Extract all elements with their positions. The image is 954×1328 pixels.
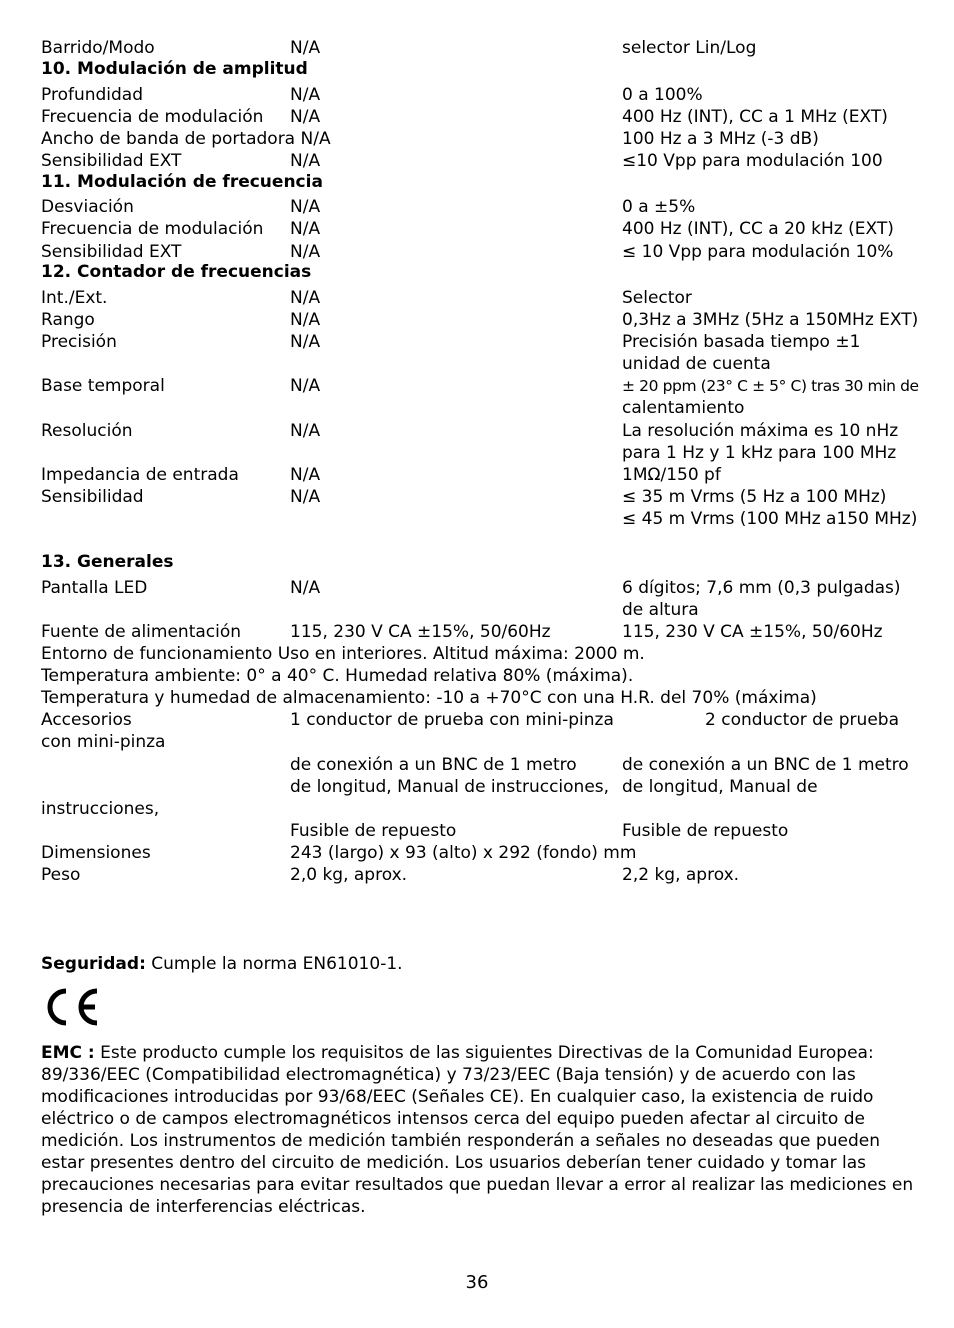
- spec-label: Sensibilidad: [41, 487, 144, 507]
- spec-value-model-b: 400 Hz (INT), CC a 20 kHz (EXT): [622, 219, 894, 239]
- spec-label: Profundidad: [41, 85, 144, 105]
- spec-value-model-a: N/A: [290, 38, 321, 58]
- spec-value-model-a: N/A: [290, 85, 321, 105]
- spec-value-model-a: de longitud, Manual de instrucciones,: [290, 777, 610, 797]
- spec-value-model-b: 0 a 100%: [622, 85, 703, 105]
- spec-value-model-b: de longitud, Manual de: [622, 777, 818, 797]
- spec-value-model-a: N/A: [290, 376, 321, 396]
- spec-label: Ancho de banda de portadora N/A: [41, 129, 331, 149]
- spec-value-model-b: ± 20 ppm (23° C ± 5° C) tras 30 min de: [622, 377, 919, 395]
- spec-value-model-a: N/A: [290, 332, 321, 352]
- spec-full-line: Temperatura ambiente: 0° a 40° C. Humedad relativa 80% (máxima).: [41, 666, 634, 686]
- spec-value-model-b: La resolución máxima es 10 nHz: [622, 421, 899, 441]
- spec-value-model-b: 1MΩ/150 pf: [622, 465, 721, 485]
- spec-value-model-b: 2 conductor de prueba: [705, 710, 899, 730]
- spec-value-model-b: Selector: [622, 288, 692, 308]
- spec-value-model-a: N/A: [290, 421, 321, 441]
- spec-value-model-a: N/A: [290, 578, 321, 598]
- spec-value-model-a: 243 (largo) x 93 (alto) x 292 (fondo) mm: [290, 843, 637, 863]
- spec-label: Base temporal: [41, 376, 165, 396]
- spec-value-model-a: N/A: [290, 151, 321, 171]
- spec-value-model-b: 6 dígitos; 7,6 mm (0,3 pulgadas): [622, 578, 901, 598]
- spec-label: instrucciones,: [41, 799, 160, 819]
- spec-label: Frecuencia de modulación: [41, 107, 264, 127]
- spec-value-model-b: 0,3Hz a 3MHz (5Hz a 150MHz EXT): [622, 310, 919, 330]
- section-heading: 11. Modulación de frecuencia: [41, 172, 323, 192]
- spec-value-model-b: calentamiento: [622, 398, 745, 418]
- section-heading: 12. Contador de frecuencias: [41, 262, 312, 282]
- safety-label: Seguridad:: [41, 954, 146, 974]
- spec-value-model-a: N/A: [290, 197, 321, 217]
- spec-value-model-b: selector Lin/Log: [622, 38, 757, 58]
- emc-text: Este producto cumple los requisitos de las siguientes Directivas de la Comunidad Europea: 89/336/EEC (Compatibilidad electromagnética) y 73/23/EEC (Baja tensión) y de acuerdo con las modificaciones introducidas por 93/68/EEC (Señales CE). En cualquier caso, la existencia de ruido eléctrico o de campos electromagnéticos intensos cerca del equipo pueden afectar al circuito de medición. Los instrumentos de medición también responderán a señales no deseadas que pueden estar presentes dentro del circuito de medición. Los usuarios deberían tener cuidado y tomar las precauciones necesarias para evitar resultados que puedan llevar a error al realizar las mediciones en presencia de interferencias eléctricas.: [41, 1043, 914, 1217]
- spec-value-model-a: N/A: [290, 107, 321, 127]
- spec-value-model-b: 2,2 kg, aprox.: [622, 865, 740, 885]
- ce-mark-icon: [41, 985, 103, 1029]
- spec-value-model-b: de altura: [622, 600, 699, 620]
- page-number: 36: [465, 1272, 489, 1293]
- emc-label: EMC :: [41, 1043, 95, 1063]
- spec-value-model-b: ≤ 45 m Vrms (100 MHz a150 MHz): [622, 509, 918, 529]
- spec-label: Barrido/Modo: [41, 38, 155, 58]
- spec-value-model-b: ≤ 10 Vpp para modulación 10%: [622, 242, 894, 262]
- safety-text: Cumple la norma EN61010-1.: [145, 954, 403, 974]
- spec-full-line: Temperatura y humedad de almacenamiento: -10 a +70°C con una H.R. del 70% (máxima): [41, 688, 817, 708]
- spec-value-model-a: 1 conductor de prueba con mini-pinza: [290, 710, 614, 730]
- section-heading: 10. Modulación de amplitud: [41, 59, 308, 79]
- spec-value-model-b: 100 Hz a 3 MHz (-3 dB): [622, 129, 819, 149]
- spec-label: Accesorios: [41, 710, 132, 730]
- spec-label: Sensibilidad EXT: [41, 151, 182, 171]
- spec-label: Peso: [41, 865, 81, 885]
- spec-value-model-b: Precisión basada tiempo ±1: [622, 332, 861, 352]
- spec-value-model-a: N/A: [290, 288, 321, 308]
- spec-value-model-a: N/A: [290, 465, 321, 485]
- emc-paragraph: [41, 1042, 921, 1218]
- spec-label: Fuente de alimentación: [41, 622, 242, 642]
- spec-value-model-b: ≤ 35 m Vrms (5 Hz a 100 MHz): [622, 487, 887, 507]
- spec-value-model-b: unidad de cuenta: [622, 354, 771, 374]
- spec-value-model-b: 115, 230 V CA ±15%, 50/60Hz: [622, 622, 883, 642]
- spec-label: Dimensiones: [41, 843, 151, 863]
- spec-label: Pantalla LED: [41, 578, 148, 598]
- spec-value-model-b: para 1 Hz y 1 kHz para 100 MHz: [622, 443, 897, 463]
- spec-value-model-b: ≤10 Vpp para modulación 100: [622, 151, 883, 171]
- spec-label: Int./Ext.: [41, 288, 108, 308]
- spec-value-model-b: Fusible de repuesto: [622, 821, 789, 841]
- section-heading: 13. Generales: [41, 552, 174, 572]
- spec-value-model-b: 0 a ±5%: [622, 197, 696, 217]
- spec-label: Sensibilidad EXT: [41, 242, 182, 262]
- spec-label: Desviación: [41, 197, 134, 217]
- spec-label: con mini-pinza: [41, 732, 166, 752]
- spec-value-model-a: N/A: [290, 487, 321, 507]
- spec-value-model-a: 115, 230 V CA ±15%, 50/60Hz: [290, 622, 551, 642]
- spec-value-model-a: N/A: [290, 242, 321, 262]
- spec-label: Frecuencia de modulación: [41, 219, 264, 239]
- spec-value-model-a: 2,0 kg, aprox.: [290, 865, 408, 885]
- spec-value-model-a: N/A: [290, 219, 321, 239]
- spec-value-model-b: de conexión a un BNC de 1 metro: [622, 755, 909, 775]
- spec-value-model-a: de conexión a un BNC de 1 metro: [290, 755, 577, 775]
- spec-label: Resolución: [41, 421, 133, 441]
- spec-value-model-a: Fusible de repuesto: [290, 821, 457, 841]
- spec-label: Precisión: [41, 332, 117, 352]
- spec-full-line: Entorno de funcionamiento Uso en interiores. Altitud máxima: 2000 m.: [41, 644, 645, 664]
- spec-value-model-a: N/A: [290, 310, 321, 330]
- spec-label: Rango: [41, 310, 95, 330]
- safety-statement: [41, 954, 403, 974]
- spec-label: Impedancia de entrada: [41, 465, 239, 485]
- spec-value-model-b: 400 Hz (INT), CC a 1 MHz (EXT): [622, 107, 888, 127]
